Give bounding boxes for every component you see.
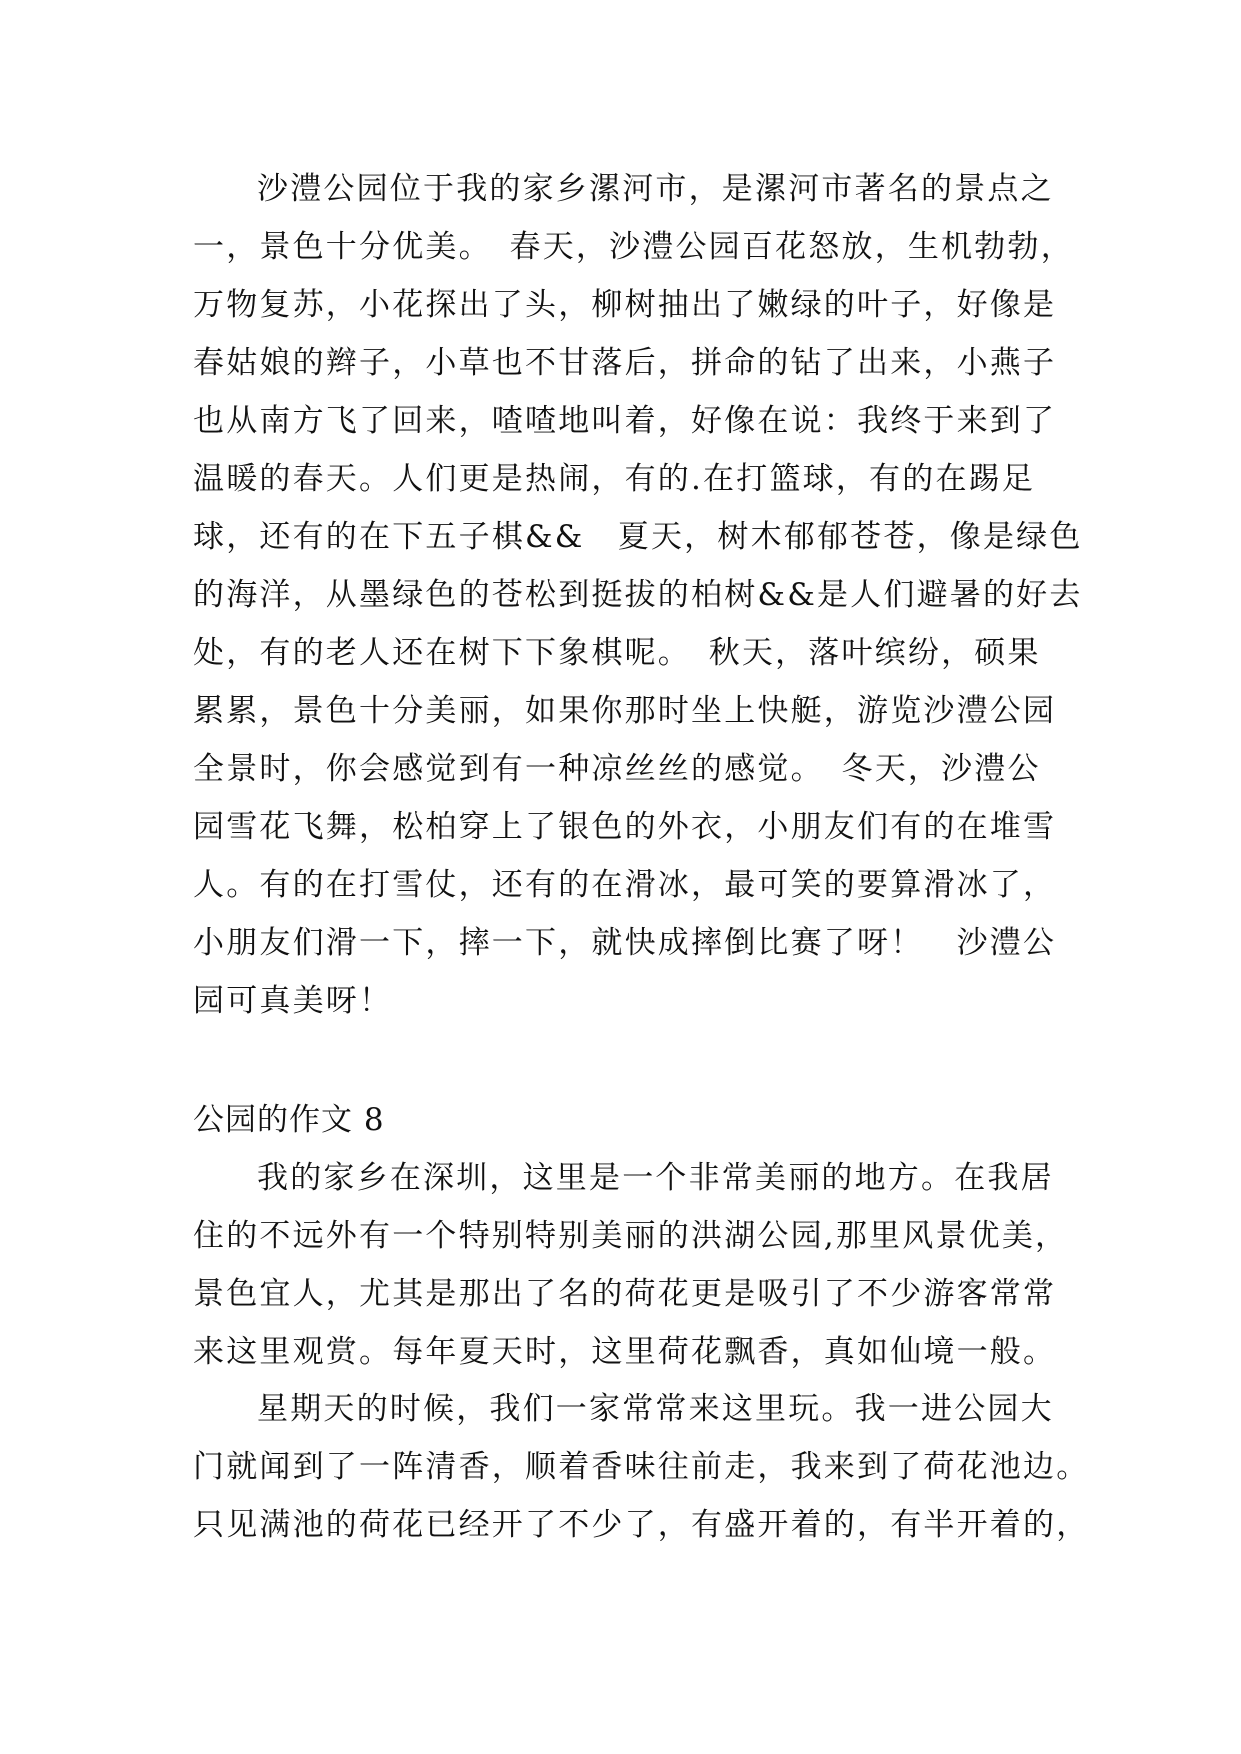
text-line: 门就闻到了一阵清香，顺着香味往前走，我来到了荷花池边。 — [193, 1449, 1090, 1485]
text-line: 也从南方飞了回来，喳喳地叫着，好像在说：我终于来到了 — [193, 403, 1057, 439]
essay-8-paragraph-1 — [193, 1149, 1069, 1381]
essay-7-paragraph — [193, 160, 1083, 1030]
text-line: 我的家乡在深圳，这里是一个非常美丽的地方。在我居 — [257, 1160, 1054, 1196]
text-line: 沙澧公园位于我的家乡漯河市，是漯河市著名的景点之 — [257, 171, 1054, 207]
text-line: 来这里观赏。每年夏天时，这里荷花飘香，真如仙境一般。 — [193, 1334, 1057, 1370]
text-line: 住的不远外有一个特别特别美丽的洪湖公园,那里风景优美， — [193, 1218, 1069, 1254]
text-line: 人。有的在打雪仗，还有的在滑冰，最可笑的要算滑冰了， — [193, 867, 1057, 903]
text-line: 小朋友们滑一下，摔一下，就快成摔倒比赛了呀！ 沙澧公 — [193, 925, 1057, 961]
essay-8-title: 公园的作文 8 — [193, 1102, 385, 1138]
text-line: 园可真美呀！ — [193, 983, 393, 1019]
text-line: 处，有的老人还在树下下象棋呢。 秋天，落叶缤纷，硕果 — [193, 635, 1041, 671]
text-line: 万物复苏，小花探出了头，柳树抽出了嫩绿的叶子，好像是 — [193, 287, 1057, 323]
text-line: 园雪花飞舞，松柏穿上了银色的外衣，小朋友们有的在堆雪 — [193, 809, 1057, 845]
text-line: 一，景色十分优美。 春天，沙澧公园百花怒放，生机勃勃， — [193, 229, 1074, 265]
essay-8-paragraph-2 — [193, 1380, 1090, 1554]
text-line: 只见满池的荷花已经开了不少了，有盛开着的，有半开着的， — [193, 1507, 1090, 1543]
text-line: 星期天的时候，我们一家常常来这里玩。我一进公园大 — [257, 1391, 1054, 1427]
text-line: 累累，景色十分美丽，如果你那时坐上快艇，游览沙澧公园 — [193, 693, 1057, 729]
text-line: 全景时，你会感觉到有一种凉丝丝的感觉。 冬天，沙澧公 — [193, 751, 1041, 787]
text-line: 温暖的春天。人们更是热闹，有的.在打篮球，有的在踢足 — [193, 461, 1036, 497]
text-line: 景色宜人，尤其是那出了名的荷花更是吸引了不少游客常常 — [193, 1276, 1057, 1312]
text-line: 的海洋，从墨绿色的苍松到挺拔的柏树&&是人们避暑的好去 — [193, 577, 1083, 613]
text-line: 春姑娘的辫子，小草也不甘落后，拼命的钻了出来，小燕子 — [193, 345, 1057, 381]
text-line: 球，还有的在下五子棋&& 夏天，树木郁郁苍苍，像是绿色 — [193, 519, 1083, 555]
